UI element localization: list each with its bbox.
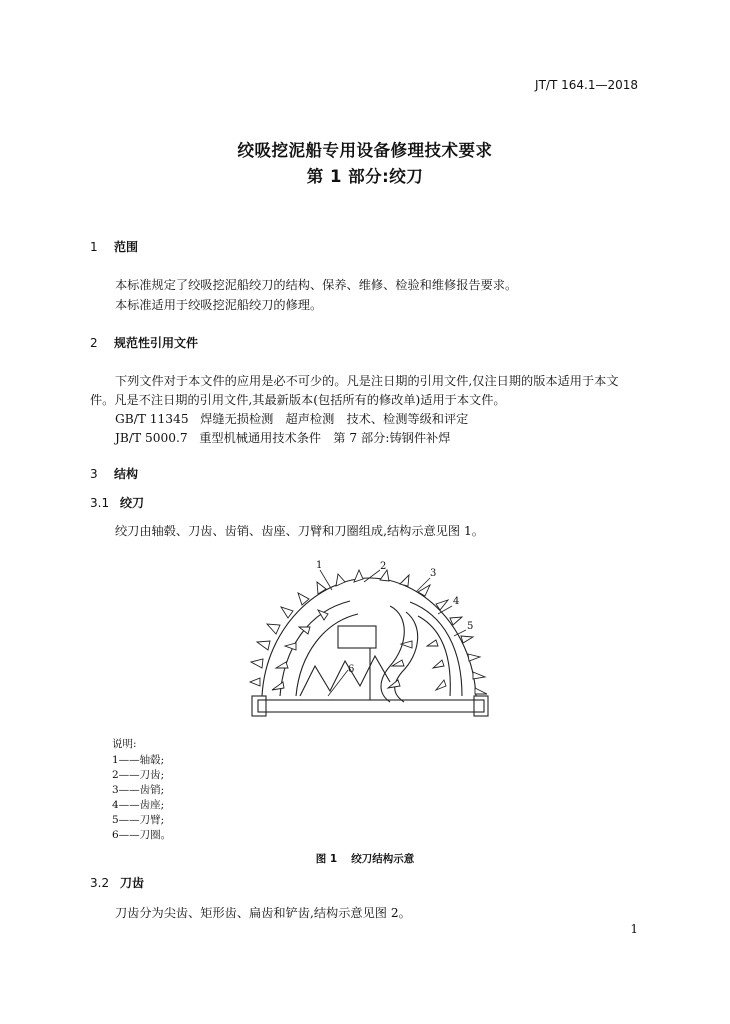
tooth — [427, 640, 438, 646]
section-number: 2 — [90, 336, 98, 350]
figure-caption — [0, 851, 730, 866]
tooth — [473, 672, 485, 679]
base-flange-left — [252, 696, 266, 716]
legend-item: 2——刀齿; — [112, 769, 165, 781]
section-title: 结构 — [114, 467, 139, 481]
reference-code: JB/T 5000.7 — [115, 431, 188, 445]
tooth — [475, 688, 487, 694]
tooth — [267, 624, 280, 634]
section-title: 刀齿 — [120, 876, 145, 890]
callout-5: 5 — [467, 621, 474, 632]
tooth — [276, 662, 288, 668]
callout-2: 2 — [380, 561, 387, 572]
teeth-group — [250, 570, 487, 694]
tooth — [250, 678, 260, 686]
leader-line-2 — [364, 570, 380, 582]
legend-item: 6——刀圈。 — [112, 829, 172, 841]
tooth — [317, 582, 326, 594]
section-3-heading — [90, 465, 138, 482]
right-arm — [410, 602, 462, 696]
tooth — [468, 654, 480, 661]
paragraph: 绞刀由轴毂、刀齿、齿销、齿座、刀臂和刀圈组成,结构示意见图 1。 — [115, 524, 484, 538]
callout-3: 3 — [430, 568, 437, 579]
section-2-heading — [90, 334, 198, 351]
legend-item: 1——轴毂; — [112, 754, 165, 766]
section-1-heading — [90, 238, 138, 255]
hub-box — [338, 626, 376, 648]
cutter-head-diagram — [240, 556, 500, 718]
reference-title: 焊缝无损检测 超声检测 技术、检测等级和评定 — [200, 412, 469, 426]
paragraph: 件。凡是不注日期的引用文件,其最新版本(包括所有的修改单)适用于本文件。 — [90, 393, 506, 407]
section-number: 3 — [90, 467, 98, 481]
paragraph: 刀齿分为尖齿、矩形齿、扁齿和铲齿,结构示意见图 2。 — [115, 906, 411, 920]
tooth — [281, 607, 293, 618]
tooth — [436, 680, 446, 690]
section-title: 规范性引用文件 — [114, 336, 199, 350]
tooth — [450, 617, 462, 625]
section-number: 1 — [90, 240, 98, 254]
section-3-1-heading — [90, 494, 144, 511]
document-title: 绞吸挖泥船专用设备修理技术要求 — [237, 141, 493, 160]
tooth — [400, 575, 409, 586]
section-number: 3.2 — [90, 876, 110, 890]
paragraph: 本标准适用于绞吸挖泥船绞刀的修理。 — [115, 298, 323, 312]
tooth — [251, 659, 263, 668]
page-number: 1 — [630, 922, 638, 936]
base-ring-shape — [258, 700, 484, 712]
standard-number: JT/T 164.1—2018 — [535, 78, 638, 92]
section-title: 绞刀 — [120, 496, 145, 510]
tooth — [257, 641, 270, 650]
tooth — [299, 627, 310, 634]
tooth — [354, 570, 363, 582]
callout-4: 4 — [453, 596, 460, 607]
paragraph: 本标准规定了绞吸挖泥船绞刀的结构、保养、维修、检验和维修报告要求。 — [115, 278, 518, 292]
reference-item — [115, 429, 450, 446]
tooth — [272, 682, 284, 690]
tooth — [461, 636, 473, 643]
tooth — [418, 585, 430, 596]
reference-item — [115, 410, 468, 427]
figure-caption-text: 绞刀结构示意 — [351, 853, 415, 865]
paragraph: 下列文件对于本文件的应用是必不可少的。凡是注日期的引用文件,仅注日期的版本适用于本文 — [115, 374, 619, 388]
base-flange-right — [474, 696, 488, 716]
section-3-2-heading — [90, 874, 144, 891]
legend-title: 说明: — [112, 738, 137, 750]
callout-1: 1 — [316, 560, 323, 571]
callout-6: 6 — [348, 664, 355, 675]
tooth — [285, 643, 296, 650]
reference-title: 重型机械通用技术条件 第 7 部分:铸钢件补焊 — [199, 431, 451, 445]
outer-arch — [262, 578, 476, 696]
center-arm — [381, 606, 418, 702]
legend-item: 3——齿销; — [112, 784, 165, 796]
inner-ring — [300, 656, 390, 696]
legend-item: 5——刀臂; — [112, 814, 165, 826]
tooth — [433, 660, 444, 668]
document-subtitle: 第 1 部分:绞刀 — [306, 167, 424, 186]
figure-number: 图 1 — [315, 853, 338, 865]
legend-item: 4——齿座; — [112, 799, 165, 811]
reference-code: GB/T 11345 — [115, 412, 189, 426]
tooth — [336, 574, 345, 586]
section-number: 3.1 — [90, 496, 110, 510]
section-title: 范围 — [114, 240, 139, 254]
